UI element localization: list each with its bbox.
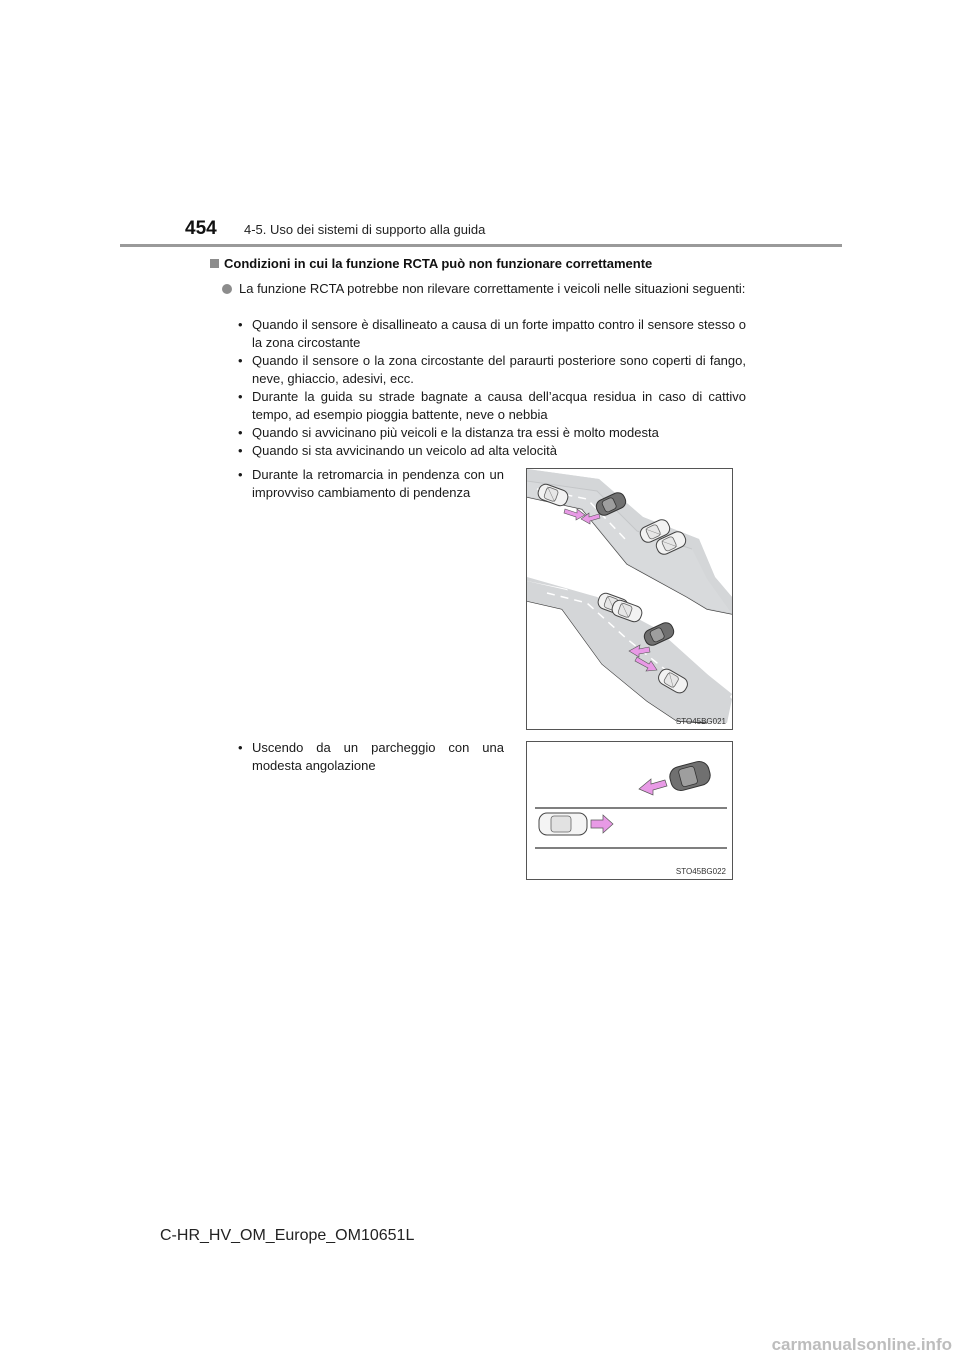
condition-text: Quando il sensore è disallineato a causa di un forte impatto contro il sensore stesso o la zona circostante <box>252 317 746 350</box>
condition-item-parking <box>238 739 504 775</box>
list-marker: • <box>238 467 243 482</box>
document-code: C-HR_HV_OM_Europe_OM10651L <box>160 1227 415 1244</box>
condition-text: Uscendo da un parcheggio con una modesta angolazione <box>252 740 504 773</box>
list-marker: • <box>238 443 243 458</box>
intro-text: La funzione RCTA potrebbe non rilevare correttamente i veicoli nelle situazioni seguenti: <box>239 281 746 296</box>
condition-item <box>238 424 746 442</box>
list-marker: • <box>238 389 243 404</box>
condition-text: Durante la guida su strade bagnate a causa dell’acqua residua in caso di cattivo tempo, ad esempio pioggia battente, neve o nebbia <box>252 389 746 422</box>
condition-item <box>238 442 746 460</box>
condition-text: Quando si avvicinano più veicoli e la distanza tra essi è molto modesta <box>252 425 659 440</box>
exiting-car <box>668 759 713 793</box>
list-marker: • <box>238 317 243 332</box>
list-marker: • <box>238 353 243 368</box>
heading-text: Condizioni in cui la funzione RCTA può non funzionare correttamente <box>224 256 653 271</box>
reversing-car <box>539 813 587 835</box>
figure-code: STO45BG022 <box>675 867 726 876</box>
slope-illustration <box>526 468 733 730</box>
square-bullet-icon <box>210 259 219 268</box>
condition-text: Quando si sta avvicinando un veicolo ad alta velocità <box>252 443 557 458</box>
section-title: 4-5. Uso dei sistemi di supporto alla guida <box>244 222 486 237</box>
page-number: 454 <box>185 218 217 239</box>
intro-paragraph <box>222 280 752 298</box>
condition-item <box>238 352 746 388</box>
subsection-heading <box>210 256 652 271</box>
round-bullet-icon <box>222 284 232 294</box>
condition-item <box>238 388 746 424</box>
parking-illustration <box>526 741 733 880</box>
condition-text: Durante la retromarcia in pendenza con un improvviso cambiamento di pendenza <box>252 467 504 500</box>
condition-item-slope <box>238 466 504 502</box>
condition-text: Quando il sensore o la zona circostante del paraurti posteriore sono coperti di fango, neve, ghiaccio, adesivi, ecc. <box>252 353 746 386</box>
parking-diagram-svg <box>527 742 732 879</box>
figure-code: STO45BG021 <box>675 717 726 726</box>
slope-diagram-svg <box>527 469 732 729</box>
list-marker: • <box>238 740 243 755</box>
header-divider <box>120 244 842 247</box>
watermark[interactable]: carmanualsonline.info <box>771 1335 952 1354</box>
list-marker: • <box>238 425 243 440</box>
condition-item <box>238 316 746 352</box>
